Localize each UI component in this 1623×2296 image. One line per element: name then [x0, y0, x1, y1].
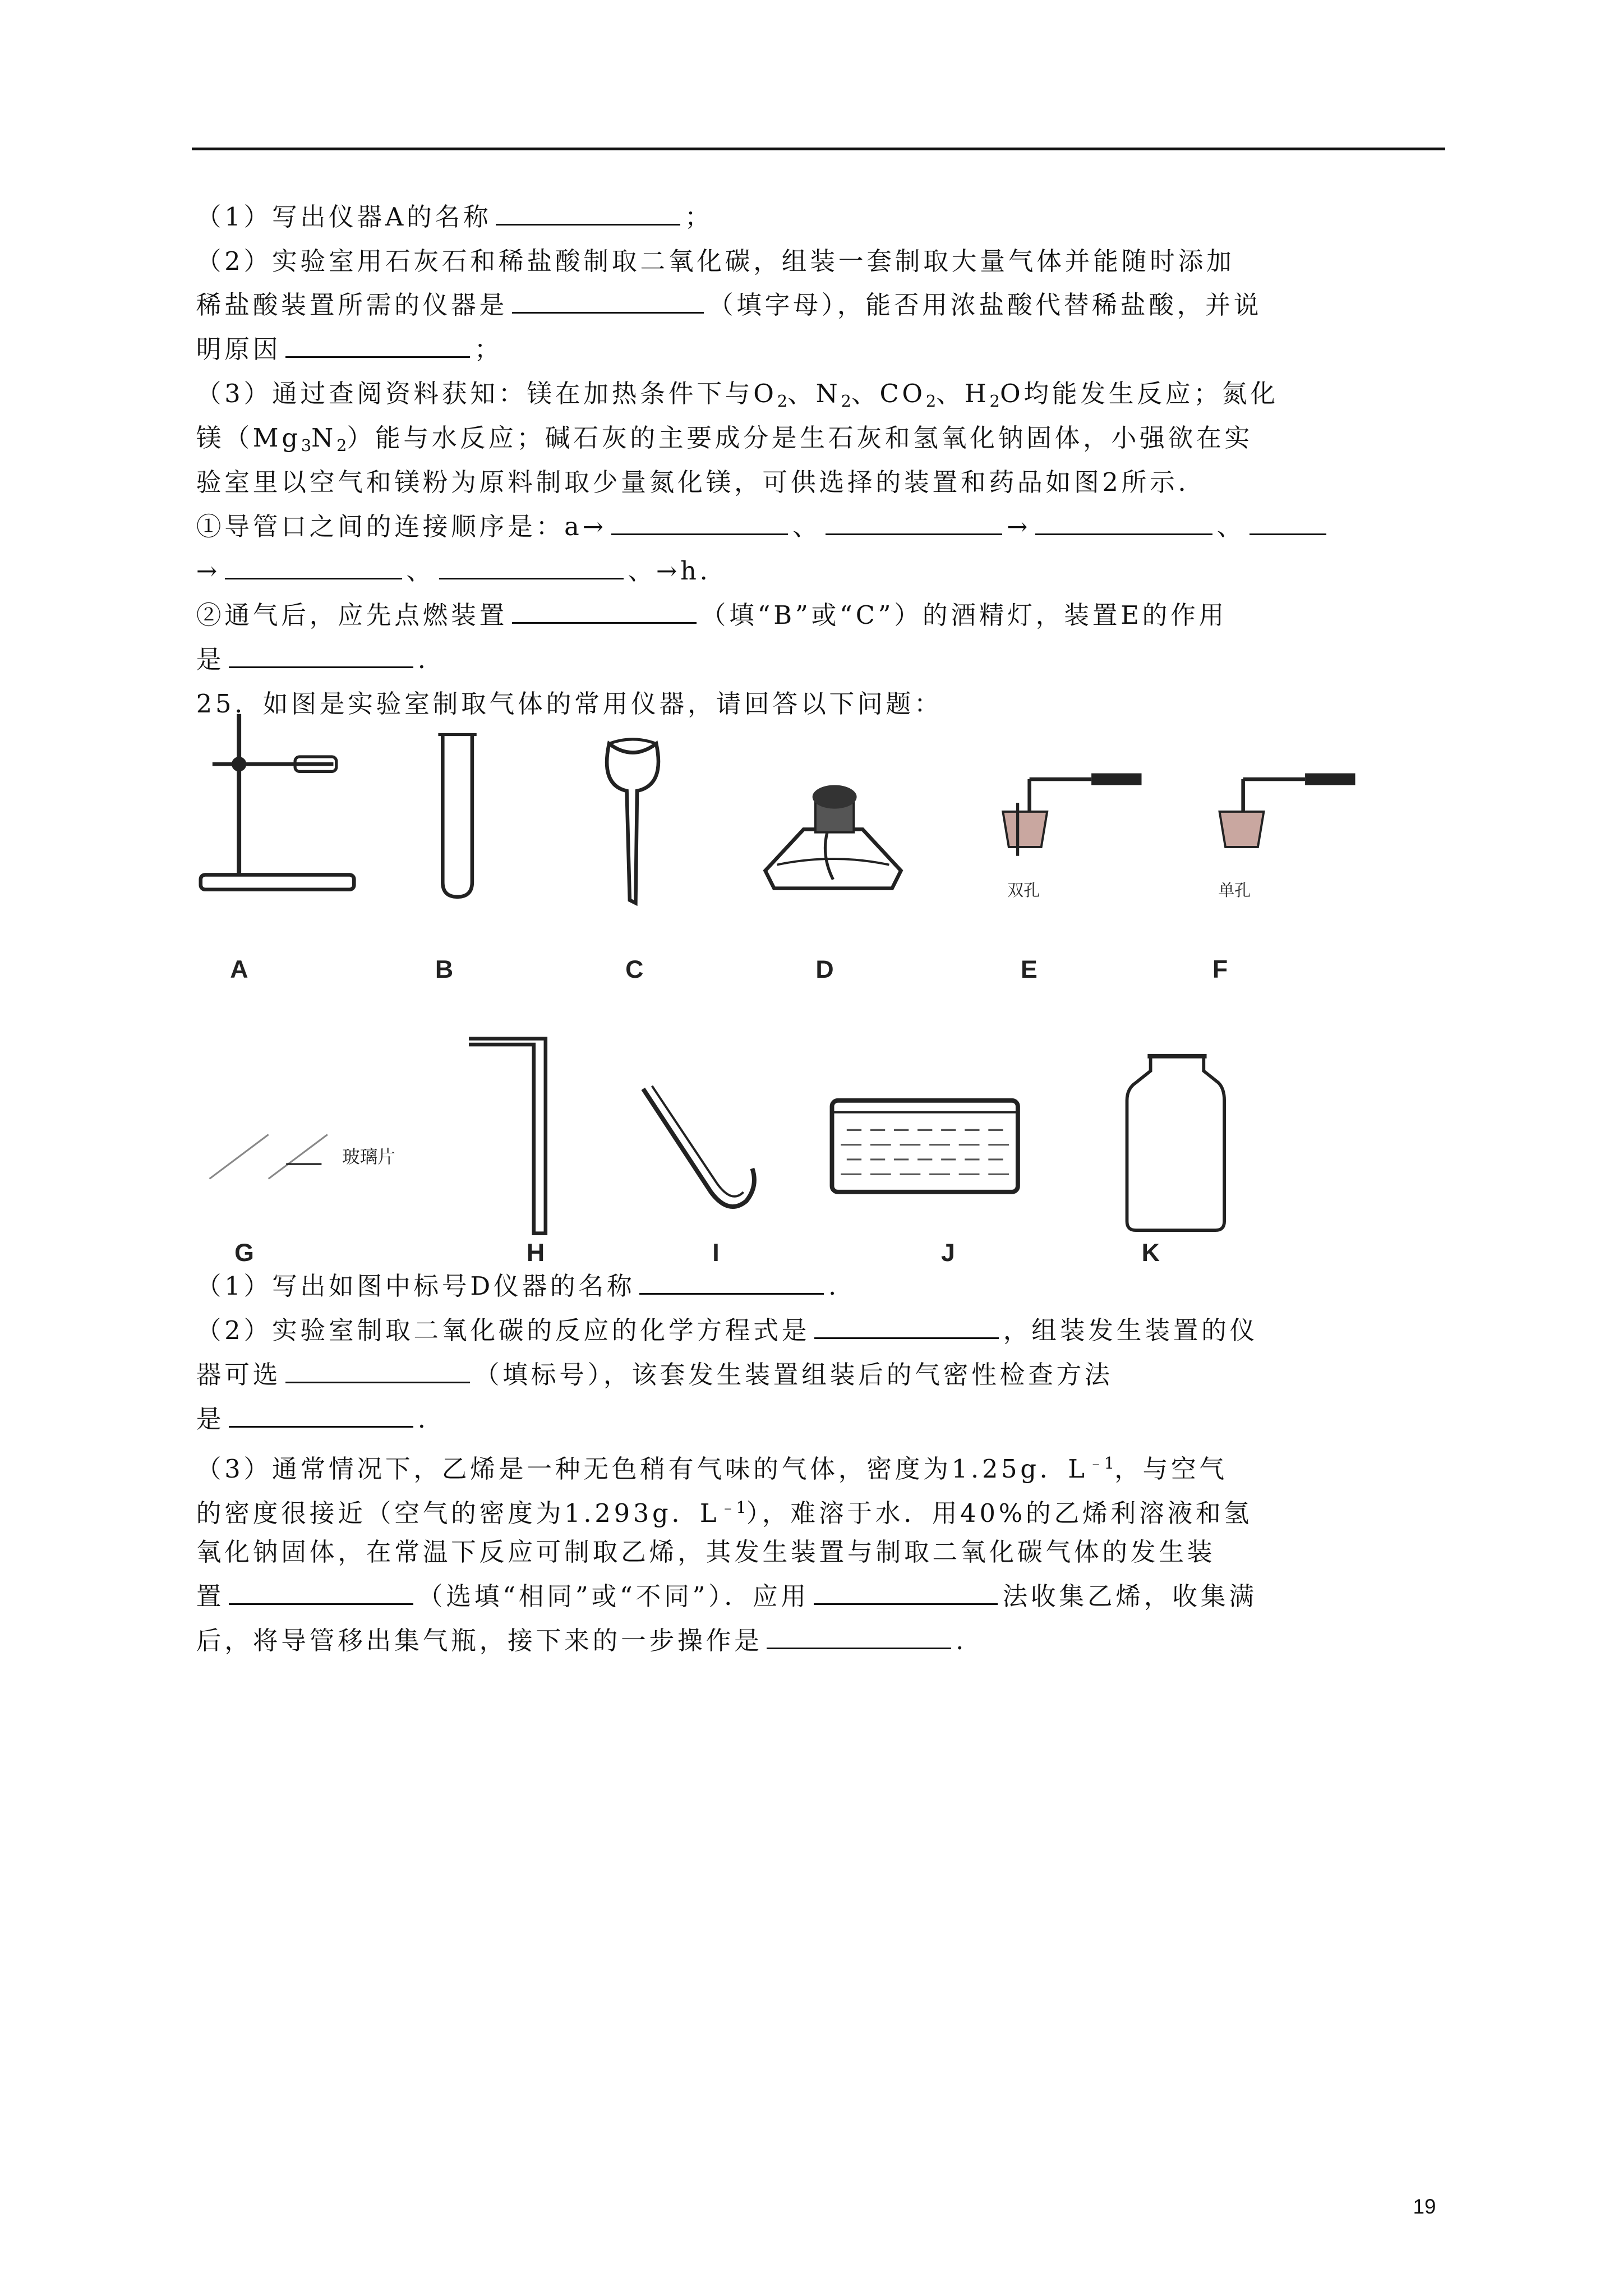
text: .	[417, 1404, 429, 1434]
label-j: J	[940, 1239, 955, 1267]
text: ②通气后，应先点燃装置	[196, 600, 508, 630]
text: 置	[196, 1581, 225, 1611]
answer-blank[interactable]	[512, 600, 697, 623]
text: （3）通过查阅资料获知：镁在加热条件下与O	[196, 379, 777, 409]
text: （2）实验室制取二氧化碳的反应的化学方程式是	[196, 1315, 810, 1346]
subscript: 3	[301, 436, 312, 455]
q-prev-part2-line3	[196, 333, 502, 366]
subscript: 2	[336, 436, 347, 455]
answer-blank[interactable]	[229, 1581, 413, 1604]
q-prev-part3-line7	[196, 643, 429, 676]
text: N	[311, 423, 337, 453]
text: 、	[792, 511, 821, 541]
water-trough-icon	[826, 1092, 1025, 1202]
answer-blank[interactable]	[814, 1581, 998, 1604]
single-hole-stopper-icon	[1202, 767, 1364, 871]
answer-blank[interactable]	[1249, 512, 1326, 535]
text: .	[956, 1625, 967, 1655]
label-f: F	[1212, 956, 1228, 984]
q-prev-part3-line6	[196, 599, 1227, 632]
text: 镁（Mg	[196, 423, 301, 453]
subscript: 2	[989, 392, 1000, 411]
subscript: 2	[925, 392, 937, 411]
q25-part2-line2	[196, 1359, 1113, 1391]
q25-part3-line3	[196, 1536, 1216, 1568]
text: 25．如图是实验室制取气体的常用仪器，请回答以下问题：	[196, 688, 943, 719]
text: ①导管口之间的连接顺序是：a→	[196, 511, 607, 541]
q-prev-part1	[196, 201, 713, 233]
text: 氧化钠固体，在常温下反应可制取乙烯，其发生装置与制取二氧化碳气体的发生装	[196, 1536, 1216, 1567]
text: 明原因	[196, 334, 282, 365]
bent-glass-tube-icon	[634, 1077, 774, 1225]
text: 是	[196, 1404, 225, 1434]
subscript: 2	[777, 392, 788, 411]
answer-blank[interactable]	[496, 201, 680, 225]
q-prev-part3-line3	[196, 466, 1206, 499]
superscript: ﹣1	[720, 1497, 746, 1517]
text: 、N	[787, 379, 841, 409]
header-rule	[192, 148, 1446, 150]
answer-blank[interactable]	[229, 644, 413, 668]
label-h: H	[526, 1239, 545, 1267]
text: ；	[684, 201, 713, 232]
text: ，与空气	[1114, 1453, 1228, 1484]
page-number: 19	[1413, 2195, 1436, 2219]
text: ）能与水反应；碱石灰的主要成分是生石灰和氢氧化钠固体，小强欲在实	[347, 423, 1253, 453]
text: （2）实验室用石灰石和稀盐酸制取二氧化碳，组装一套制取大量气体并能随时添加	[196, 246, 1235, 276]
text: 稀盐酸装置所需的仪器是	[196, 290, 508, 320]
label-c: C	[625, 956, 644, 984]
answer-blank[interactable]	[285, 334, 470, 358]
q-prev-part2-line2	[196, 289, 1262, 321]
long-neck-funnel-icon	[597, 735, 671, 912]
text: （填字母），能否用浓盐酸代替稀盐酸，并说	[708, 290, 1262, 320]
text: （填标号），该套发生装置组装后的气密性检查方法	[474, 1360, 1113, 1390]
answer-blank[interactable]	[512, 290, 704, 314]
label-a: A	[230, 956, 248, 984]
answer-blank[interactable]	[1035, 512, 1212, 535]
text: （填“B”或“C”）的酒精灯，装置E的作用	[700, 600, 1228, 630]
label-g: G	[234, 1239, 254, 1267]
answer-blank[interactable]	[285, 1360, 470, 1383]
double-hole-label: 双孔	[1007, 880, 1040, 900]
glass-slide-icon	[204, 1129, 336, 1188]
answer-blank[interactable]	[439, 555, 624, 579]
q25-part2-line3	[196, 1403, 429, 1435]
text: .	[417, 644, 429, 674]
q-prev-part2-line1	[196, 245, 1235, 278]
label-k: K	[1141, 1239, 1160, 1267]
subscript: 2	[841, 392, 851, 411]
text: 、	[1216, 511, 1246, 541]
text: 后，将导管移出集气瓶，接下来的一步操作是	[196, 1625, 763, 1655]
text: →	[1007, 511, 1031, 541]
q-prev-part3-line4	[196, 510, 1331, 543]
text: （1）写出如图中标号D仪器的名称	[196, 1271, 635, 1301]
answer-blank[interactable]	[225, 555, 402, 579]
text: ，组装发生装置的仪	[1003, 1315, 1258, 1346]
text: （3）通常情况下，乙烯是一种无色稍有气味的气体，密度为1.25g．L	[196, 1453, 1088, 1484]
superscript: ﹣1	[1087, 1453, 1115, 1473]
answer-blank[interactable]	[814, 1315, 999, 1339]
answer-blank[interactable]	[639, 1271, 824, 1295]
text: ），难溶于水．用40%的乙烯利溶液和氢	[746, 1498, 1252, 1528]
q25-part2-line1	[196, 1314, 1258, 1347]
q-prev-part3-line1	[196, 378, 1279, 418]
label-b: B	[435, 956, 454, 984]
q-prev-part3-line2	[196, 422, 1253, 462]
text: 的密度很接近（空气的密度为1.293g．L	[196, 1498, 720, 1528]
text: （1）写出仪器A的名称	[196, 201, 492, 232]
text: 法收集乙烯，收集满	[1002, 1581, 1257, 1611]
test-tube-icon	[428, 729, 487, 906]
q25-part1	[196, 1270, 840, 1303]
text: ；	[474, 334, 503, 365]
q25-part3-line5	[196, 1625, 967, 1657]
q25-part3-line2	[196, 1492, 1252, 1530]
answer-blank[interactable]	[611, 512, 789, 535]
double-hole-stopper-icon	[988, 767, 1150, 871]
answer-blank[interactable]	[229, 1404, 413, 1428]
text: →	[196, 555, 221, 586]
text: （选填“相同”或“不同”）．应用	[417, 1581, 809, 1611]
text: 验室里以空气和镁粉为原料制取少量氮化镁，可供选择的装置和药品如图2所示．	[196, 467, 1207, 498]
label-e: E	[1020, 956, 1038, 984]
text: 是	[196, 644, 225, 674]
q25-part3-line4	[196, 1580, 1257, 1613]
label-d: D	[815, 956, 834, 984]
text: .	[828, 1271, 840, 1301]
text: 、CO	[851, 379, 926, 409]
text: 器可选	[196, 1360, 282, 1390]
gas-collecting-bottle-icon	[1121, 1047, 1232, 1239]
answer-blank[interactable]	[767, 1625, 951, 1649]
right-angle-tube-icon	[457, 1033, 560, 1246]
single-hole-label: 单孔	[1218, 880, 1251, 900]
text: 、H	[936, 379, 990, 409]
label-i: I	[712, 1239, 720, 1267]
text: 、	[406, 555, 435, 586]
alcohol-lamp-icon	[759, 767, 907, 900]
text: O均能发生反应；氮化	[999, 379, 1279, 409]
glass-slide-label: 玻璃片	[342, 1147, 395, 1168]
q25-part3-line1	[196, 1447, 1228, 1485]
q-prev-part3-line5	[196, 555, 711, 587]
iron-stand-icon	[192, 705, 361, 897]
text: 、→h.	[628, 555, 711, 586]
answer-blank[interactable]	[826, 512, 1003, 535]
